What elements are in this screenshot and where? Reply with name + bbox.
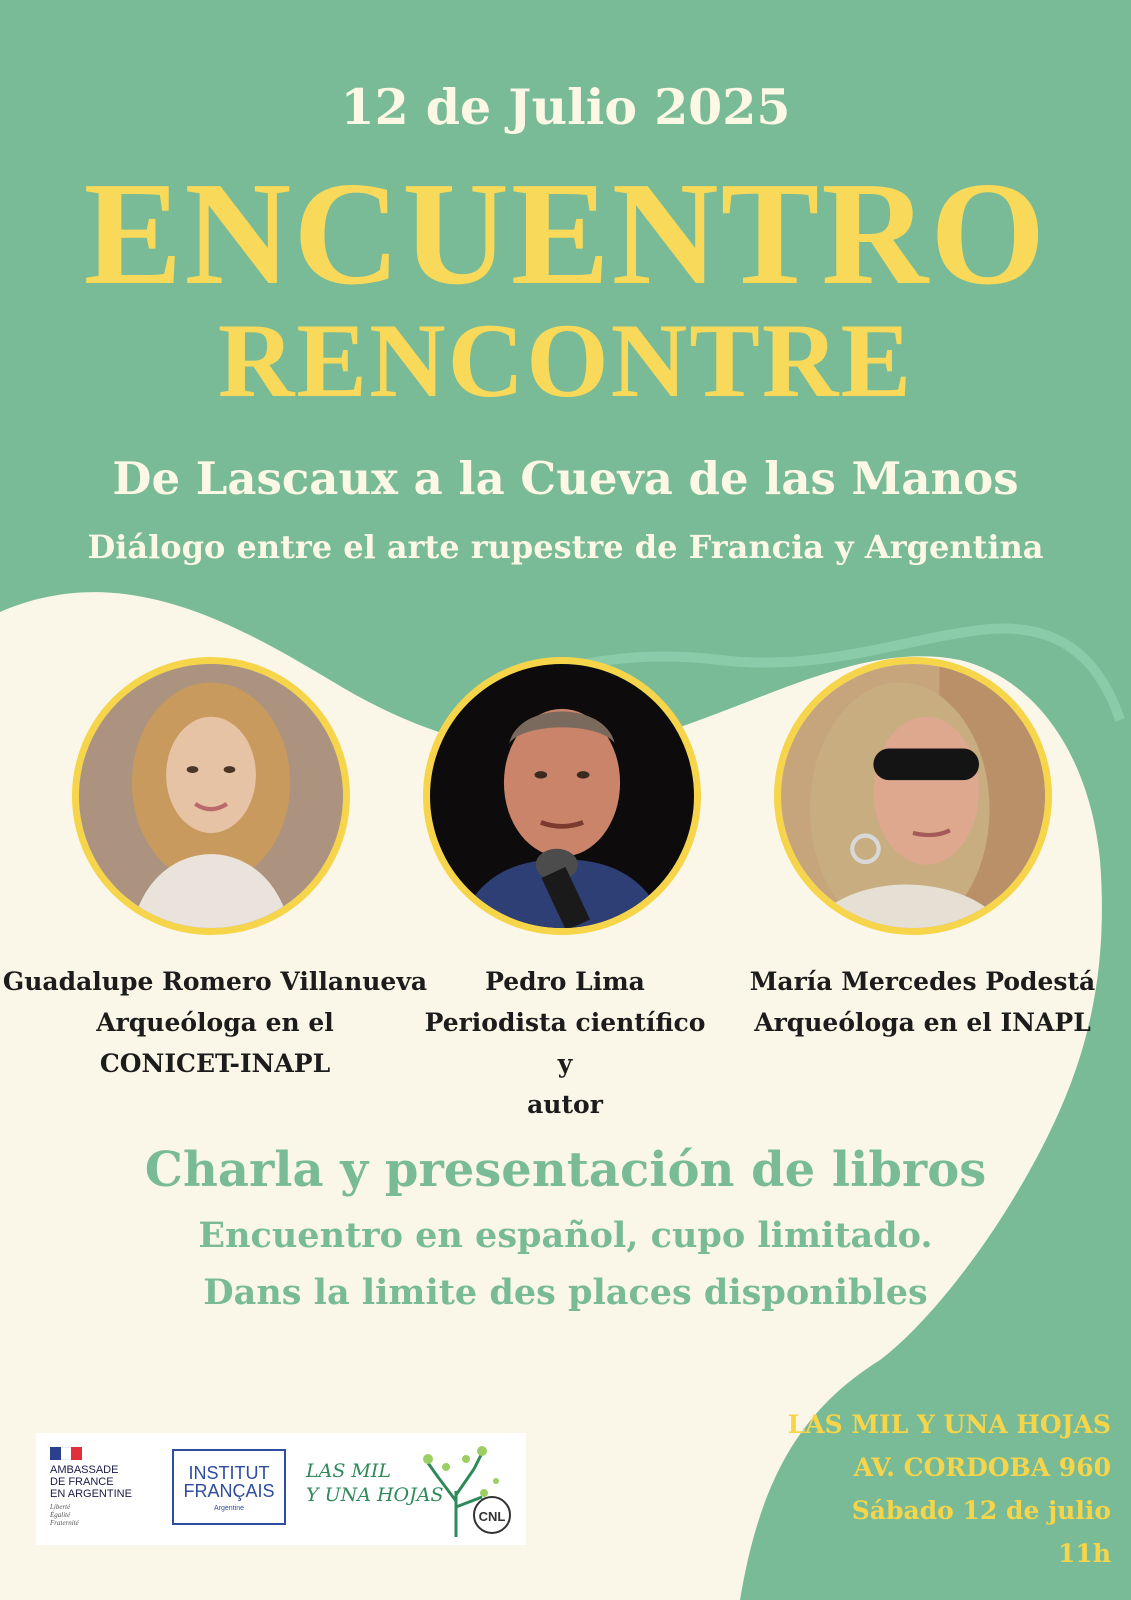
venue-time: 11h	[1058, 1539, 1111, 1568]
speaker-photo-guadalupe	[72, 657, 350, 935]
cnl-badge: CNL	[478, 1509, 506, 1524]
speaker-name: Pedro Lima	[485, 967, 645, 996]
event-note-fr: Dans la limite des places disponibles	[203, 1272, 928, 1313]
speaker-name: María Mercedes Podestá	[749, 967, 1096, 996]
event-subtitle: De Lascaux a la Cueva de las Manos	[112, 452, 1019, 505]
institut-francais-logo: INSTITUT FRANÇAIS Argentine	[172, 1449, 286, 1525]
title-encuentro: ENCUENTRO	[83, 152, 1048, 316]
french-flag-icon	[50, 1447, 82, 1460]
speaker-role: CONICET-INAPL	[99, 1049, 331, 1078]
speaker-card-maria	[745, 961, 1100, 1043]
speaker-card-pedro	[415, 961, 715, 1125]
speaker-role: Arqueóloga en el INAPL	[754, 1008, 1091, 1037]
event-note-es: Encuentro en español, cupo limitado.	[198, 1215, 933, 1256]
speaker-role: autor	[527, 1090, 603, 1119]
venue-day: Sábado 12 de julio	[851, 1496, 1111, 1525]
event-headline: Charla y presentación de libros	[144, 1142, 987, 1198]
sponsor-logos	[36, 1433, 526, 1545]
speaker-role: Periodista científico y	[424, 1008, 706, 1078]
title-rencontre: RENCONTRE	[217, 302, 914, 419]
speaker-card-guadalupe	[0, 961, 430, 1084]
venue-info	[788, 1403, 1111, 1575]
embassy-logo: AMBASSADE DE FRANCE EN ARGENTINE Liberté Égalité Fraternité	[50, 1447, 160, 1527]
speaker-photo-pedro	[423, 657, 701, 935]
speaker-role: Arqueóloga en el	[96, 1008, 334, 1037]
event-tagline: Diálogo entre el arte rupestre de Francia y Argentina	[87, 528, 1044, 566]
speaker-name: Guadalupe Romero Villanueva	[2, 967, 428, 996]
event-date: 12 de Julio 2025	[340, 78, 791, 136]
venue-address: AV. CORDOBA 960	[853, 1453, 1111, 1482]
speaker-photo-maria	[774, 657, 1052, 935]
bookstore-logo: CNL LAS MIL Y UNA HOJAS	[306, 1441, 520, 1539]
venue-name: LAS MIL Y UNA HOJAS	[787, 1410, 1111, 1439]
